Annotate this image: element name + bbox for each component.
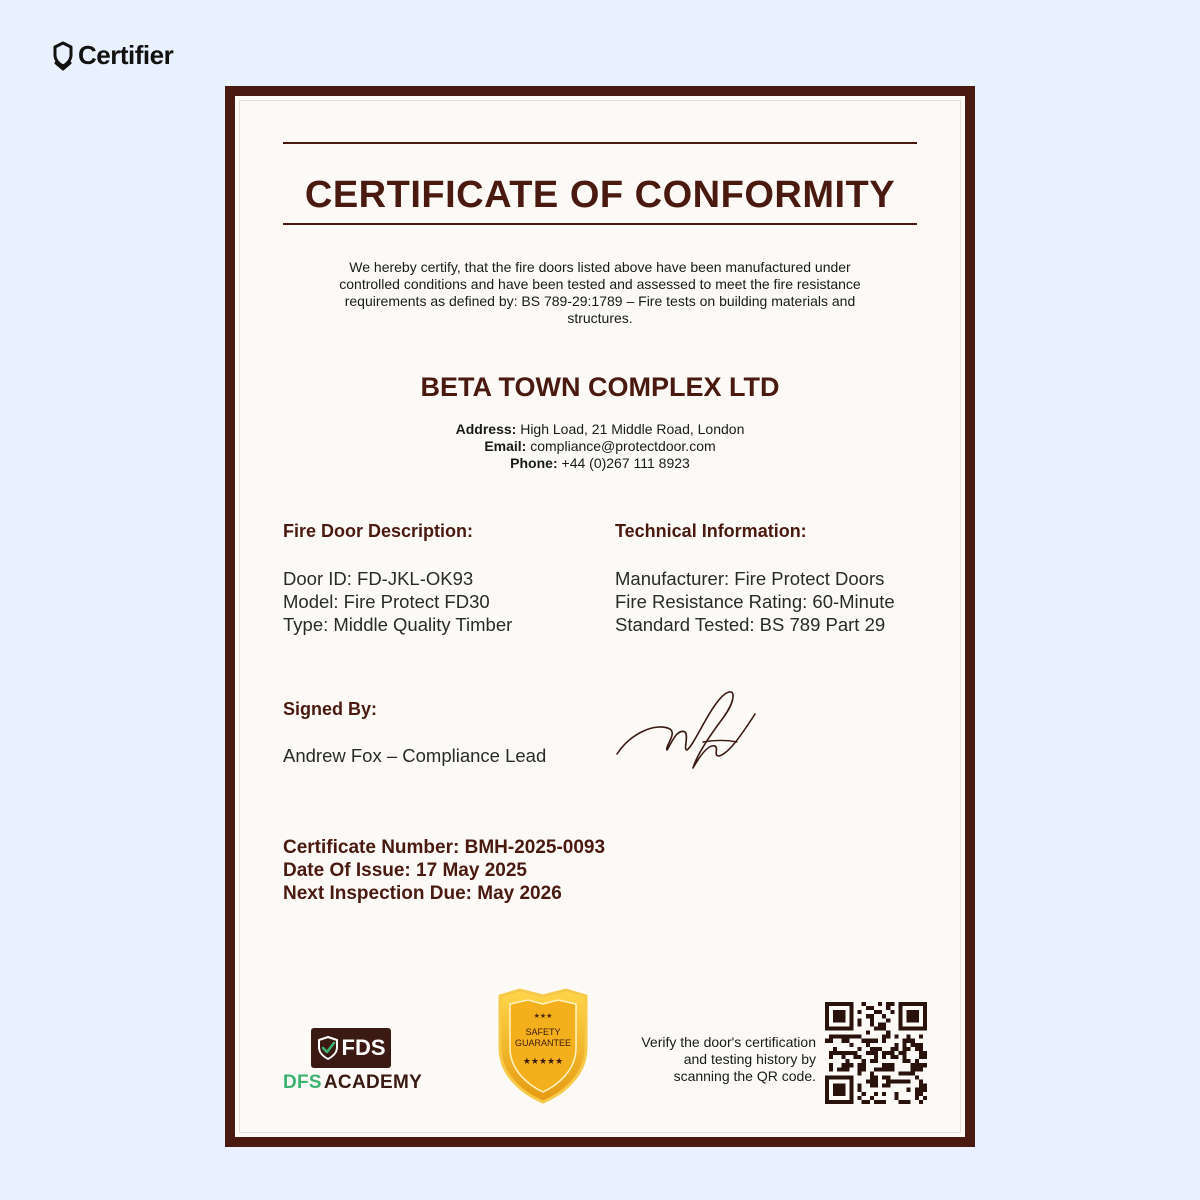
address-line xyxy=(235,421,965,438)
academy-suffix: ACADEMY xyxy=(323,1072,423,1093)
next-inspection-due: Next Inspection Due: May 2026 xyxy=(283,883,562,904)
door-description-body xyxy=(283,567,512,636)
door-id: Door ID: FD-JKL-OK93 xyxy=(283,568,474,589)
technical-info-body xyxy=(615,567,895,636)
phone-line xyxy=(235,455,965,472)
company-contact xyxy=(235,421,965,472)
certificate-info xyxy=(283,836,605,905)
email-value: compliance@protectdoor.com xyxy=(530,438,716,454)
certifier-logo-icon xyxy=(52,41,74,71)
title-bottom-rule xyxy=(283,223,917,225)
title-top-rule xyxy=(283,142,917,144)
phone-value: +44 (0)267 111 8923 xyxy=(561,455,690,471)
email-line xyxy=(235,438,965,455)
address-label: Address: xyxy=(455,421,517,437)
fire-resistance-rating: Fire Resistance Rating: 60-Minute xyxy=(615,591,895,612)
technical-info-heading: Technical Information: xyxy=(615,521,807,541)
badge-bottom-stars: ★★★★★ xyxy=(522,1056,564,1066)
address-value: High Load, 21 Middle Road, London xyxy=(520,421,745,437)
door-type: Type: Middle Quality Timber xyxy=(283,614,513,635)
brand-logo xyxy=(52,40,173,71)
company-name: BETA TOWN COMPLEX LTD xyxy=(420,372,780,402)
certificate-number: Certificate Number: BMH-2025-0093 xyxy=(283,837,606,858)
signature-image xyxy=(615,684,765,774)
badge-line-2: GUARANTEE xyxy=(514,1038,572,1048)
signed-by-heading: Signed By: xyxy=(283,699,378,719)
safety-guarantee-badge xyxy=(490,986,596,1106)
fds-logo-box xyxy=(311,1028,391,1068)
fds-academy-logo xyxy=(283,1028,433,1094)
brand-name: Certifier xyxy=(78,40,174,70)
certificate xyxy=(225,86,975,1147)
email-label: Email: xyxy=(484,438,527,454)
certificate-title: CERTIFICATE OF CONFORMITY xyxy=(304,174,896,216)
date-of-issue: Date Of Issue: 17 May 2025 xyxy=(283,860,527,881)
signer-name: Andrew Fox – Compliance Lead xyxy=(283,745,547,766)
shield-check-icon xyxy=(317,1036,339,1060)
fds-logo-text: FDS xyxy=(341,1035,386,1060)
door-description-heading: Fire Door Description: xyxy=(283,521,474,541)
qr-instructions: Verify the door's certification and testing history by scanning the QR code. xyxy=(641,1034,816,1084)
academy-prefix: DFS xyxy=(283,1072,322,1093)
qr-code[interactable] xyxy=(825,1002,927,1104)
badge-top-stars: ★★★ xyxy=(533,1013,553,1020)
door-model: Model: Fire Protect FD30 xyxy=(283,591,490,612)
phone-label: Phone: xyxy=(510,455,558,471)
certification-statement: We hereby certify, that the fire doors listed above have been manufactured under controlled conditions and have been tested and assessed to meet the fire resistance requirements as defined by: BS 789-29:1789 – Fire tests on building materials and structures. xyxy=(339,259,861,326)
fds-academy-text xyxy=(283,1072,433,1094)
badge-line-1: SAFETY xyxy=(525,1027,561,1037)
manufacturer: Manufacturer: Fire Protect Doors xyxy=(615,568,885,589)
standard-tested: Standard Tested: BS 789 Part 29 xyxy=(615,614,886,635)
